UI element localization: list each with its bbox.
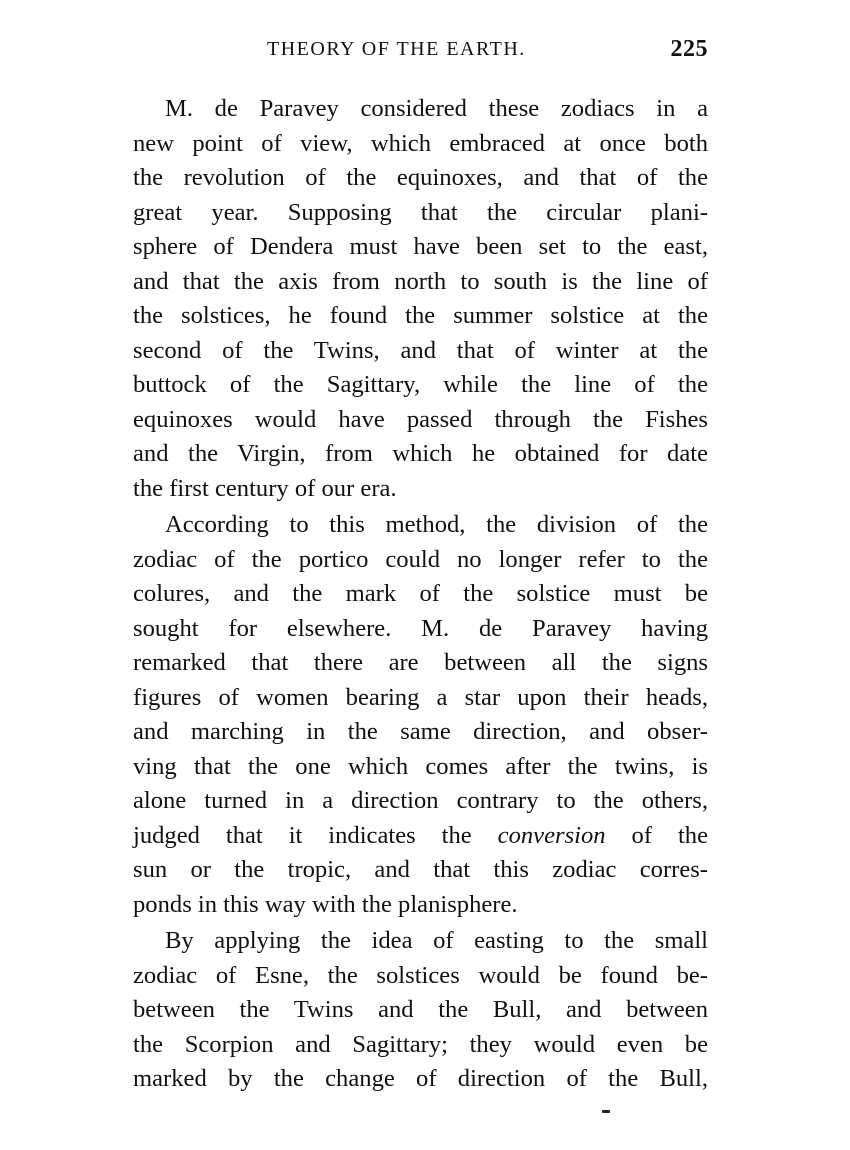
text-line: zodiac of Esne, the solstices would be found be- [133,961,708,989]
ink-speck [602,1110,610,1113]
text-line: and marching in the same direction, and obser- [133,718,708,745]
text-line: zodiac of the portico could no longer refer to the [133,545,708,573]
line-segment: judged that it indicates the [133,821,472,849]
text-line: buttock of the Sagittary, while the line of the [133,371,708,398]
text-line: sought for elsewhere. M. de Paravey having [133,614,708,642]
paragraph-1 [133,92,708,506]
running-head [133,38,708,68]
italic-word: conversion [497,821,606,849]
running-title: THEORY OF THE EARTH. [267,38,526,60]
text-line: M. de Paravey considered these zodiacs in a [165,95,708,122]
text-line: between the Twins and the Bull, and between [133,996,708,1023]
text-line: remarked that there are between all the signs [133,649,708,676]
paragraph-3 [133,924,708,1097]
text-line: and that the axis from north to south is the line of [133,267,708,295]
text-line: the solstices, he found the summer solstice at the [133,302,708,329]
text-line: sun or the tropic, and that this zodiac corres- [133,856,708,883]
page-number: 225 [670,36,708,62]
text-line: ponds in this way with the planisphere. [133,890,518,918]
text-line: second of the Twins, and that of winter at the [133,336,708,364]
body-text [133,92,708,1097]
text-line: By applying the idea of easting to the small [165,927,708,954]
text-line: figures of women bearing a star upon their heads, [133,683,708,711]
paragraph-2 [133,508,708,922]
text-line: ving that the one which comes after the twins, is [133,752,708,780]
text-line: equinoxes would have passed through the Fishes [133,405,708,433]
text-line: and the Virgin, from which he obtained for date [133,440,708,467]
text-line: the revolution of the equinoxes, and that of the [133,164,708,191]
text-line: great year. Supposing that the circular plani- [133,198,708,226]
text-line: According to this method, the division of the [165,511,708,538]
text-line: marked by the change of direction of the Bull, [133,1065,708,1092]
text-line [133,819,708,854]
text-line: sphere of Dendera must have been set to the east, [133,233,708,260]
text-line: the Scorpion and Sagittary; they would even be [133,1030,708,1058]
text-line: colures, and the mark of the solstice must be [133,580,708,607]
line-segment: of the [631,821,709,849]
text-line: alone turned in a direction contrary to the others, [133,787,708,814]
text-line: new point of view, which embraced at once both [133,129,708,157]
text-line: the first century of our era. [133,474,397,502]
